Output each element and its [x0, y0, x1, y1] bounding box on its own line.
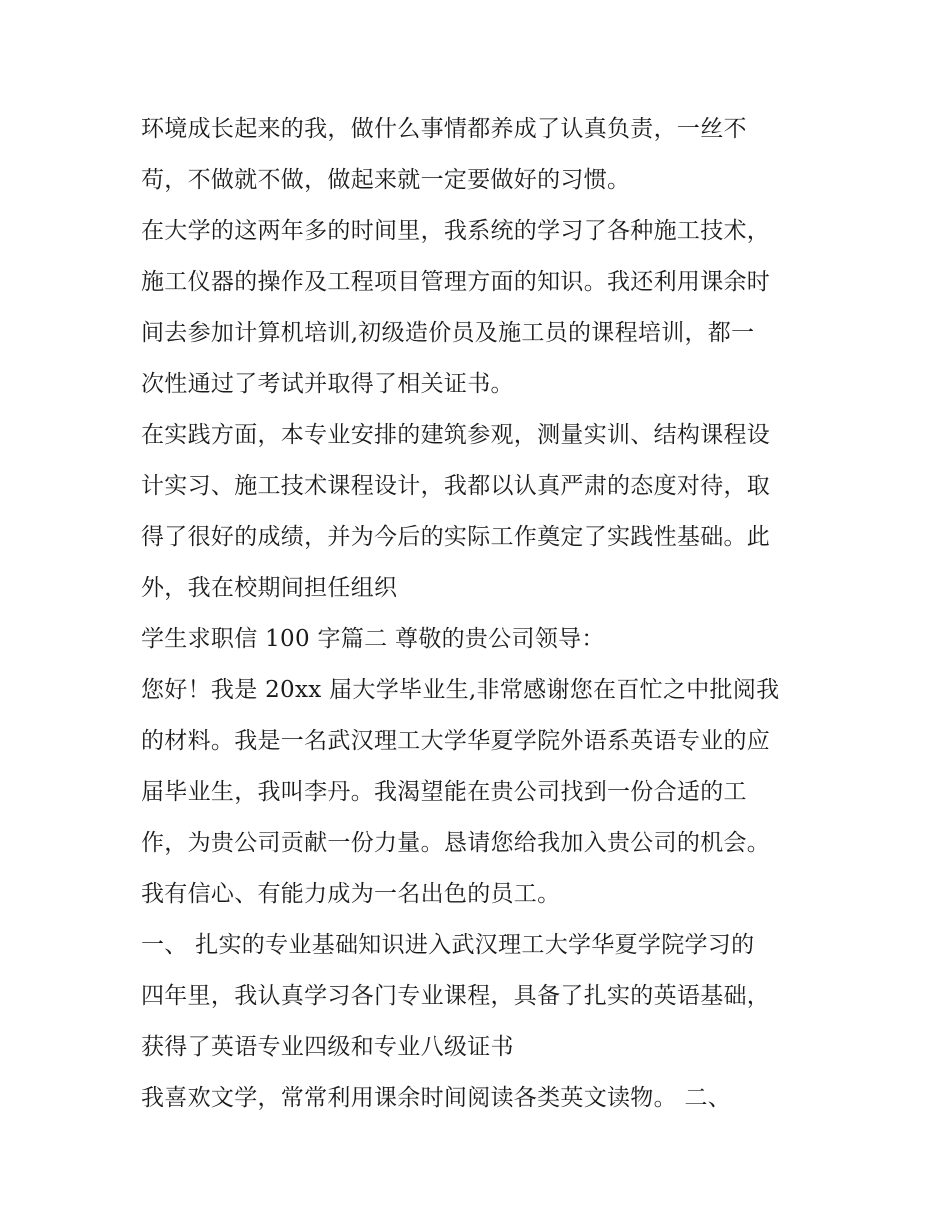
text-line: 的材料。我是一名武汉理工大学华夏学院外语系英语专业的应: [141, 728, 771, 754]
text-line: 一、 扎实的专业基础知识进入武汉理工大学华夏学院学习的: [141, 932, 755, 958]
document-body: [141, 104, 831, 1124]
text-line: 作，为贵公司贡献一份力量。恳请您给我加入贵公司的机会。: [141, 830, 771, 856]
text-line: 您好！我是 20xx 届大学毕业生,非常感谢您在百忙之中批阅我: [141, 677, 780, 703]
text-line: 外，我在校期间担任组织: [141, 575, 398, 601]
text-line: 间去参加计算机培训,初级造价员及施工员的课程培训，都一: [141, 320, 755, 346]
text-line: 计实习、施工技术课程设计，我都以认真严肃的态度对待，取: [141, 473, 771, 499]
text-line: 四年里，我认真学习各门专业课程，具备了扎实的英语基础，: [141, 983, 771, 1009]
text-line: 届毕业生，我叫李丹。我渴望能在贵公司找到一份合适的工: [141, 779, 747, 805]
text-line: 环境成长起来的我，做什么事情都养成了认真负责，一丝不: [141, 116, 747, 142]
text-line: 施工仪器的操作及工程项目管理方面的知识。我还利用课余时: [141, 269, 771, 295]
section-heading-line: 学生求职信 100 字篇二 尊敬的贵公司领导：: [141, 626, 605, 652]
text-line: 得了很好的成绩，并为今后的实际工作奠定了实践性基础。此: [141, 524, 771, 550]
text-line: 获得了英语专业四级和专业八级证书: [141, 1034, 514, 1060]
text-line: 次性通过了考试并取得了相关证书。: [141, 371, 514, 397]
text-line: 在实践方面，本专业安排的建筑参观，测量实训、结构课程设: [141, 422, 771, 448]
text-line: 我喜欢文学，常常利用课余时间阅读各类英文读物。 二、: [141, 1085, 732, 1111]
text-line: 苟，不做就不做，做起来就一定要做好的习惯。: [141, 167, 631, 193]
text-line: 在大学的这两年多的时间里，我系统的学习了各种施工技术，: [141, 218, 771, 244]
text-line: 我有信心、有能力成为一名出色的员工。: [141, 881, 561, 907]
